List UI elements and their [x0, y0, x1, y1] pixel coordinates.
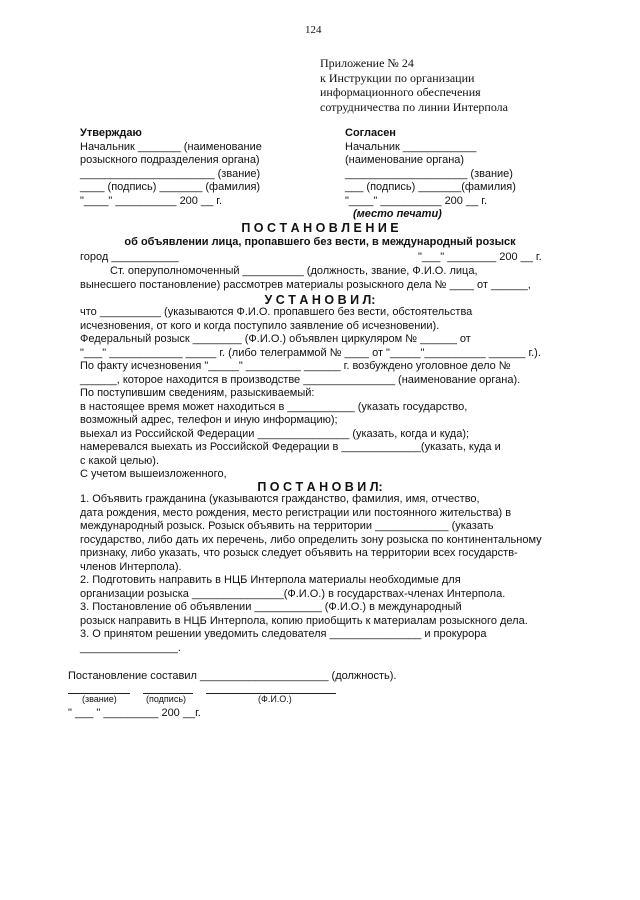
established-line: с какой целью).	[80, 454, 160, 467]
agree-line: (наименование органа)	[345, 154, 465, 166]
approve-block	[80, 127, 262, 208]
established-line: "___" ____________ _____ г. (либо телеграммой № ____ от "_____"__________ ______ г.).	[80, 346, 541, 359]
agree-line: ___ (подпись) _______(фамилия)	[345, 181, 516, 193]
established-line: Федеральный розыск ________ (Ф.И.О.) объявлен циркуляром № ______ от	[80, 333, 471, 345]
decided-line: 3. О принятом решении уведомить следователя _______________ и прокурора	[80, 628, 487, 640]
decided-block	[80, 493, 542, 655]
seal-label: (место печати)	[353, 208, 442, 220]
approve-line: "____" __________ 200 __ г.	[80, 194, 222, 207]
decided-line: 1. Объявить гражданина (указываются гражданство, фамилия, имя, отчество,	[80, 493, 480, 505]
agree-block	[345, 127, 516, 222]
decided-line: организации розыска _______________(Ф.И.О.) в государствах-членах Интерпола.	[80, 587, 506, 600]
established-line: возможный адрес, телефон и иную информацию);	[80, 414, 338, 426]
page-number: 124	[305, 24, 322, 36]
final-date: " ___ " _________ 200 __г.	[68, 707, 201, 719]
city-line: город ___________	[80, 251, 179, 263]
established-line: исчезновения, от кого и когда поступило заявление об исчезновении).	[80, 319, 440, 332]
established-line: ______, которое находится в производстве _______________ (наименование органа).	[80, 373, 521, 386]
intro-block	[80, 265, 560, 292]
established-line: По факту исчезновения "_____" _________ ______ г. возбуждено уголовное дело №	[80, 360, 511, 372]
intro-line: вынесшего постановление) рассмотрев материалы розыскного дела № ____ от ______,	[80, 278, 531, 291]
established-line: в настоящее время может находиться в ___________ (указать государство,	[80, 400, 468, 413]
approve-heading: Утверждаю	[80, 127, 142, 139]
appendix-line: Приложение № 24	[320, 56, 414, 70]
decided-line: ________________.	[80, 641, 181, 654]
established-line: что __________ (указываются Ф.И.О. пропавшего без вести, обстоятельства	[80, 306, 473, 318]
appendix-line: сотрудничества по линии Интерпола	[320, 99, 508, 114]
decided-line: международный розыск. Розыск объявить на территории ____________ (указать	[80, 520, 494, 532]
established-line: По поступившим сведениям, разыскиваемый:	[80, 387, 315, 399]
city-date: "___" ________ 200 __ г.	[418, 251, 542, 263]
document-title: П О С Т А Н О В Л Е Н И Е	[241, 221, 399, 235]
decided-line: дата рождения, место рождения, место регистрации или постоянного жительства) в	[80, 506, 512, 519]
established-line: намеревался выехать из Российской Федерации в _____________(указать, куда и	[80, 441, 501, 453]
name-label: (Ф.И.О.)	[258, 694, 292, 704]
approve-line: ____ (подпись) _______ (фамилия)	[80, 181, 261, 193]
established-line: выехал из Российской Федерации _______________ (указать, когда и куда);	[80, 427, 470, 440]
signature-label: (подпись)	[146, 694, 187, 704]
appendix-line: к Инструкции по организации	[320, 70, 475, 85]
agree-line: ____________________ (звание)	[345, 167, 513, 180]
appendix-line: информационного обеспечения	[320, 85, 481, 99]
approve-line: ______________________ (звание)	[80, 167, 261, 180]
decided-line: признаку, либо указать, что розыск следует объявить на территории всех государств-	[80, 547, 518, 559]
agree-heading: Согласен	[345, 127, 396, 139]
appendix-block	[320, 56, 508, 114]
decided-heading: П О С Т А Н О В И Л:	[257, 480, 383, 494]
established-heading: У С Т А Н О В И Л:	[264, 293, 376, 307]
approve-line: розыскного подразделения органа)	[80, 154, 260, 166]
decided-line: государство, либо дать их перечень, либо определить зону розыска по континентальному	[80, 533, 542, 546]
decided-line: членов Интерпола).	[80, 560, 182, 573]
approve-line: Начальник _______ (наименование	[80, 140, 262, 153]
decided-line: 2. Подготовить направить в НЦБ Интерпола материалы необходимые для	[80, 574, 461, 586]
agree-line: Начальник ____________	[345, 140, 477, 153]
established-block	[80, 306, 541, 482]
agree-line: "____" __________ 200 __ г.	[345, 194, 487, 207]
document-subtitle: об объявлении лица, пропавшего без вести, в международный розыск	[124, 236, 516, 248]
composed-line: Постановление составил _____________________ (должность).	[68, 670, 397, 682]
rank-label: (звание)	[82, 694, 117, 704]
decided-line: 3. Постановление об объявлении ___________ (Ф.И.О.) в международный	[80, 601, 462, 613]
intro-line: Ст. оперуполномоченный __________ (должность, звание, Ф.И.О. лица,	[110, 265, 478, 277]
decided-line: розыск направить в НЦБ Интерпола, копию приобщить к материалам розыскного дела.	[80, 614, 528, 627]
established-line: С учетом вышеизложенного,	[80, 468, 227, 480]
